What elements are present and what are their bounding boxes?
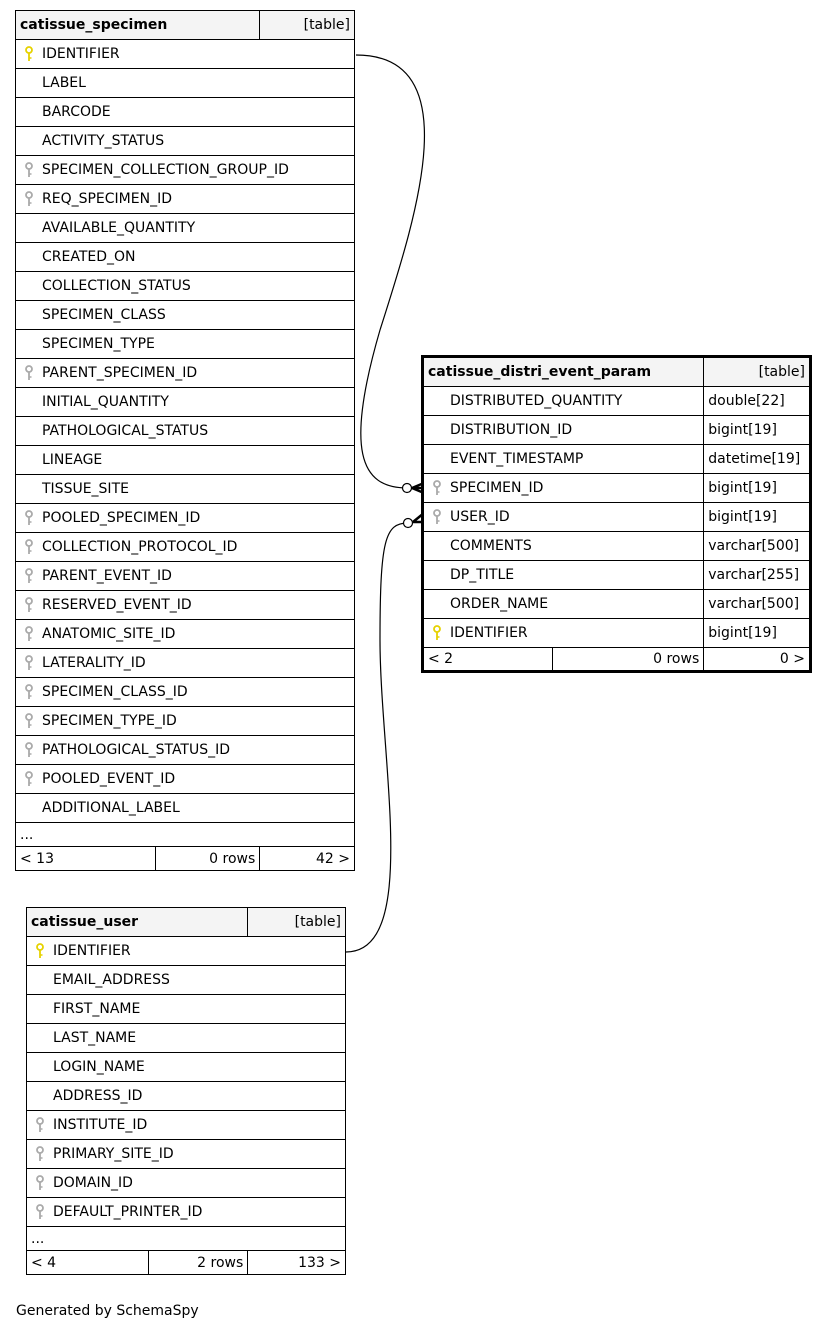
foreign-key-icon: [23, 539, 35, 555]
column-row[interactable]: [27, 1198, 346, 1227]
column-name: IDENTIFIER: [42, 46, 120, 62]
foreign-key-icon: [23, 568, 35, 584]
column-name: INITIAL_QUANTITY: [42, 394, 169, 410]
column-name: ADDITIONAL_LABEL: [42, 800, 180, 816]
table-catissue-user[interactable]: [26, 907, 346, 1275]
column-type: bigint[19]: [704, 503, 811, 532]
column-cell: [27, 966, 346, 995]
column-cell: [16, 127, 355, 156]
column-row[interactable]: [16, 388, 355, 417]
column-row[interactable]: [16, 446, 355, 475]
column-row[interactable]: [423, 445, 811, 474]
column-name: TISSUE_SITE: [42, 481, 129, 497]
column-type: double[22]: [704, 387, 811, 416]
column-row[interactable]: [16, 794, 355, 823]
column-name: SPECIMEN_CLASS_ID: [42, 684, 188, 700]
row-count: 0 rows: [552, 648, 704, 672]
column-name: CREATED_ON: [42, 249, 136, 265]
more-columns-row: [16, 823, 355, 847]
column-row[interactable]: [16, 649, 355, 678]
column-name: DP_TITLE: [450, 567, 515, 583]
foreign-key-icon: [34, 1204, 46, 1220]
column-cell: [16, 591, 355, 620]
parents-link[interactable]: < 2: [423, 648, 553, 672]
table-name[interactable]: catissue_distri_event_param: [423, 357, 704, 387]
table-type: [table]: [248, 908, 346, 937]
column-cell: [27, 937, 346, 966]
column-name: DISTRIBUTED_QUANTITY: [450, 393, 623, 409]
foreign-key-icon: [23, 655, 35, 671]
column-type: bigint[19]: [704, 416, 811, 445]
column-row[interactable]: [16, 562, 355, 591]
column-row[interactable]: [16, 504, 355, 533]
column-name: COLLECTION_PROTOCOL_ID: [42, 539, 238, 555]
column-row[interactable]: [423, 561, 811, 590]
column-cell: [423, 532, 704, 561]
column-cell: [16, 185, 355, 214]
column-cell: [423, 590, 704, 619]
column-row[interactable]: [423, 590, 811, 619]
column-name: LABEL: [42, 75, 86, 91]
parents-link[interactable]: < 4: [27, 1251, 149, 1275]
column-cell: [27, 1082, 346, 1111]
more-columns-ellipsis: ...: [27, 1227, 346, 1251]
foreign-key-icon: [23, 626, 35, 642]
column-cell: [16, 40, 355, 69]
column-cell: [423, 619, 704, 648]
column-row[interactable]: [16, 678, 355, 707]
foreign-key-icon: [23, 771, 35, 787]
column-cell: [27, 1111, 346, 1140]
column-name: USER_ID: [450, 509, 510, 525]
column-cell: [16, 707, 355, 736]
column-row[interactable]: [16, 301, 355, 330]
column-type: varchar[500]: [704, 590, 811, 619]
column-name: LATERALITY_ID: [42, 655, 146, 671]
column-name: AVAILABLE_QUANTITY: [42, 220, 196, 236]
column-name: SPECIMEN_CLASS: [42, 307, 166, 323]
column-cell: [423, 474, 704, 503]
column-type: datetime[19]: [704, 445, 811, 474]
table-name[interactable]: catissue_user: [27, 908, 248, 937]
column-cell: [16, 794, 355, 823]
column-name: DEFAULT_PRINTER_ID: [53, 1204, 203, 1220]
column-name: EMAIL_ADDRESS: [53, 972, 170, 988]
foreign-key-icon: [34, 1146, 46, 1162]
column-type: bigint[19]: [704, 619, 811, 648]
column-row[interactable]: [16, 185, 355, 214]
table-catissue-specimen[interactable]: [15, 10, 355, 871]
column-cell: [16, 359, 355, 388]
column-row[interactable]: [16, 40, 355, 69]
column-name: POOLED_EVENT_ID: [42, 771, 176, 787]
table-name[interactable]: catissue_specimen: [16, 11, 260, 40]
column-cell: [16, 475, 355, 504]
column-name: SPECIMEN_TYPE: [42, 336, 155, 352]
column-row[interactable]: [27, 995, 346, 1024]
column-name: DOMAIN_ID: [53, 1175, 133, 1191]
column-row[interactable]: [16, 272, 355, 301]
column-cell: [16, 417, 355, 446]
column-cell: [16, 330, 355, 359]
more-columns-row: [27, 1227, 346, 1251]
foreign-key-icon: [431, 480, 443, 496]
foreign-key-icon: [23, 597, 35, 613]
primary-key-icon: [34, 943, 46, 959]
foreign-key-icon: [23, 713, 35, 729]
column-cell: [423, 387, 704, 416]
column-row[interactable]: [27, 1053, 346, 1082]
column-name: REQ_SPECIMEN_ID: [42, 191, 172, 207]
column-name: COLLECTION_STATUS: [42, 278, 191, 294]
column-name: BARCODE: [42, 104, 111, 120]
column-name: COMMENTS: [450, 538, 532, 554]
column-cell: [16, 446, 355, 475]
column-cell: [16, 272, 355, 301]
column-cell: [16, 504, 355, 533]
column-cell: [16, 301, 355, 330]
foreign-key-icon: [34, 1117, 46, 1133]
foreign-key-icon: [23, 191, 35, 207]
more-columns-ellipsis: ...: [16, 823, 355, 847]
column-row[interactable]: [16, 475, 355, 504]
foreign-key-icon: [34, 1175, 46, 1191]
parents-link[interactable]: < 13: [16, 847, 156, 871]
column-row[interactable]: [16, 98, 355, 127]
link-specimen-identifier-to-distri-specimen-id: [356, 55, 424, 488]
column-row[interactable]: [27, 937, 346, 966]
table-header: [423, 357, 811, 387]
row-count: 2 rows: [148, 1251, 248, 1275]
table-header: [27, 908, 346, 937]
column-cell: [27, 995, 346, 1024]
foreign-key-icon: [23, 742, 35, 758]
foreign-key-icon: [23, 162, 35, 178]
column-row[interactable]: [27, 1140, 346, 1169]
row-count: 0 rows: [155, 847, 260, 871]
table-footer: [16, 847, 355, 871]
column-name: PARENT_EVENT_ID: [42, 568, 172, 584]
column-cell: [423, 445, 704, 474]
column-name: ORDER_NAME: [450, 596, 549, 612]
column-row[interactable]: [16, 707, 355, 736]
column-row[interactable]: [423, 416, 811, 445]
column-row[interactable]: [16, 330, 355, 359]
foreign-key-icon: [431, 509, 443, 525]
column-cell: [16, 69, 355, 98]
column-row[interactable]: [16, 214, 355, 243]
column-row[interactable]: [16, 417, 355, 446]
column-name: EVENT_TIMESTAMP: [450, 451, 584, 467]
column-name: ADDRESS_ID: [53, 1088, 143, 1104]
column-row[interactable]: [16, 620, 355, 649]
column-name: LOGIN_NAME: [53, 1059, 145, 1075]
column-name: FIRST_NAME: [53, 1001, 141, 1017]
foreign-key-icon: [23, 365, 35, 381]
column-cell: [423, 561, 704, 590]
column-row[interactable]: [423, 532, 811, 561]
column-cell: [16, 214, 355, 243]
table-footer: [423, 648, 811, 672]
column-name: INSTITUTE_ID: [53, 1117, 148, 1133]
generated-by-footer: Generated by SchemaSpy: [16, 1303, 199, 1319]
column-row[interactable]: [16, 765, 355, 794]
column-name: POOLED_SPECIMEN_ID: [42, 510, 201, 526]
column-row[interactable]: [27, 966, 346, 995]
column-cell: [423, 416, 704, 445]
column-row[interactable]: [16, 69, 355, 98]
column-cell: [16, 562, 355, 591]
column-cell: [16, 620, 355, 649]
column-row[interactable]: [16, 127, 355, 156]
children-link[interactable]: 0 >: [704, 648, 811, 672]
column-name: IDENTIFIER: [53, 943, 131, 959]
column-cell: [16, 678, 355, 707]
column-name: PRIMARY_SITE_ID: [53, 1146, 174, 1162]
children-link[interactable]: 133 >: [248, 1251, 346, 1275]
column-name: PATHOLOGICAL_STATUS: [42, 423, 209, 439]
column-cell: [27, 1140, 346, 1169]
column-row[interactable]: [16, 243, 355, 272]
column-name: LAST_NAME: [53, 1030, 137, 1046]
link-optional-marker: [403, 484, 412, 493]
column-cell: [27, 1053, 346, 1082]
foreign-key-icon: [23, 510, 35, 526]
table-type: [table]: [704, 357, 811, 387]
children-link[interactable]: 42 >: [260, 847, 355, 871]
column-name: SPECIMEN_ID: [450, 480, 544, 496]
column-cell: [423, 503, 704, 532]
column-cell: [27, 1169, 346, 1198]
column-name: IDENTIFIER: [450, 625, 528, 641]
table-header: [16, 11, 355, 40]
primary-key-icon: [431, 625, 443, 641]
column-type: bigint[19]: [704, 474, 811, 503]
column-cell: [27, 1198, 346, 1227]
column-cell: [16, 388, 355, 417]
column-row[interactable]: [27, 1111, 346, 1140]
column-row[interactable]: [16, 533, 355, 562]
column-row[interactable]: [27, 1169, 346, 1198]
column-name: PATHOLOGICAL_STATUS_ID: [42, 742, 231, 758]
column-cell: [16, 98, 355, 127]
column-row[interactable]: [16, 156, 355, 185]
column-row[interactable]: [27, 1082, 346, 1111]
column-cell: [16, 156, 355, 185]
column-cell: [16, 533, 355, 562]
column-name: LINEAGE: [42, 452, 103, 468]
column-cell: [16, 243, 355, 272]
link-user-identifier-to-distri-user-id: [346, 523, 408, 952]
table-catissue-distri-event-param[interactable]: [421, 355, 812, 673]
column-name: ACTIVITY_STATUS: [42, 133, 165, 149]
column-name: RESERVED_EVENT_ID: [42, 597, 192, 613]
column-name: DISTRIBUTION_ID: [450, 422, 573, 438]
column-row[interactable]: [423, 503, 811, 532]
foreign-key-icon: [23, 684, 35, 700]
column-row[interactable]: [16, 591, 355, 620]
column-row[interactable]: [27, 1024, 346, 1053]
column-name: SPECIMEN_COLLECTION_GROUP_ID: [42, 162, 289, 178]
column-row[interactable]: [16, 736, 355, 765]
column-row[interactable]: [423, 619, 811, 648]
column-cell: [16, 649, 355, 678]
column-name: SPECIMEN_TYPE_ID: [42, 713, 177, 729]
primary-key-icon: [23, 46, 35, 62]
column-row[interactable]: [16, 359, 355, 388]
column-type: varchar[500]: [704, 532, 811, 561]
link-optional-marker: [404, 519, 413, 528]
table-footer: [27, 1251, 346, 1275]
column-row[interactable]: [423, 387, 811, 416]
table-type: [table]: [260, 11, 355, 40]
column-type: varchar[255]: [704, 561, 811, 590]
column-cell: [16, 736, 355, 765]
column-name: PARENT_SPECIMEN_ID: [42, 365, 198, 381]
column-name: ANATOMIC_SITE_ID: [42, 626, 176, 642]
column-cell: [27, 1024, 346, 1053]
column-row[interactable]: [423, 474, 811, 503]
column-cell: [16, 765, 355, 794]
